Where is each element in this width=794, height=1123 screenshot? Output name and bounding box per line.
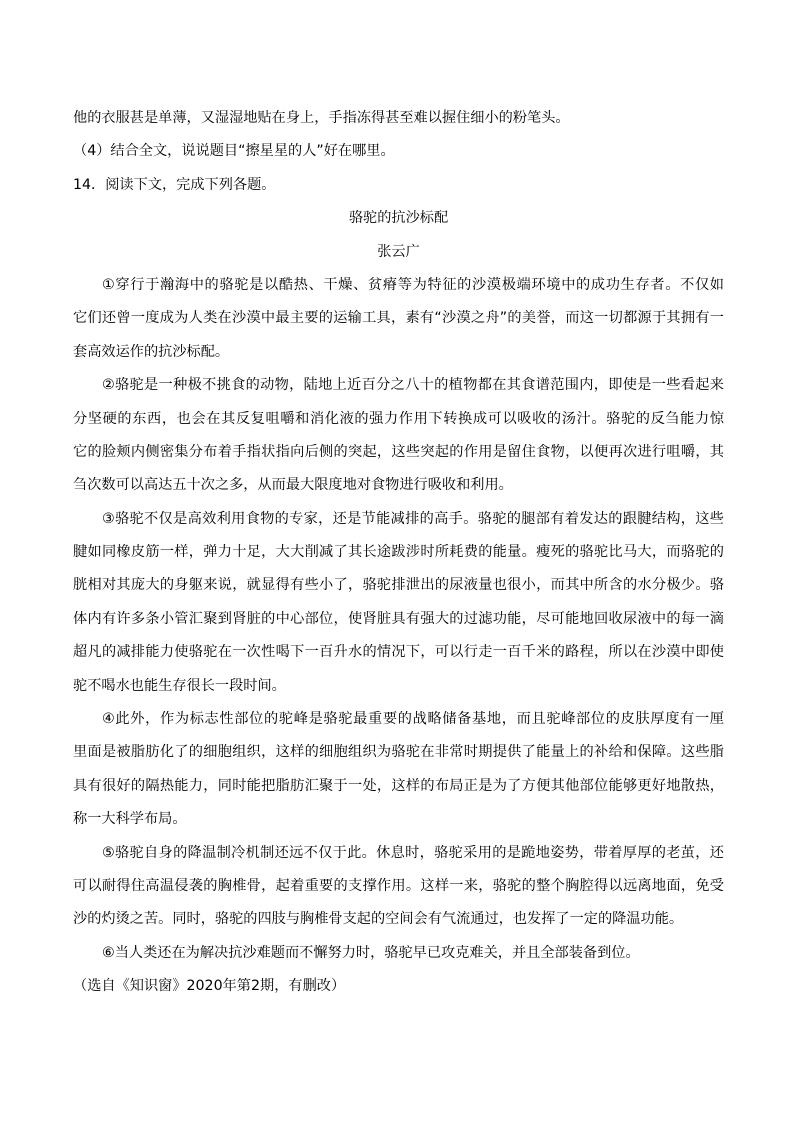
article-paragraph: [73, 703, 724, 837]
paragraph-line: 称一大科学布局。: [73, 811, 187, 828]
paragraph-line: ②骆驼是一种极不挑食的动物，陆地上近百分之八十的植物都在其食谱范围内，即使是一些看起来: [102, 377, 724, 394]
paragraph-line: ④此外，作为标志性部位的驼峰是骆驼最重要的战略储备基地，而且驼峰部位的皮肤厚度有一厘: [102, 711, 724, 728]
article-paragraph: [73, 369, 724, 503]
document-page: [73, 102, 724, 1004]
article-source: （选自《知识窗》2020年第2期，有删改）: [73, 978, 346, 995]
paragraph-line: 它们还曾一度成为人类在沙漠中最主要的运输工具，素有“沙漠之舟”的美誉，而这一切都源于其拥有一: [73, 310, 724, 327]
question-4: （4）结合全文，说说题目“擦星星的人”好在哪里。: [73, 143, 395, 160]
paragraph-line: 可以耐得住高温侵袭的胸椎骨，起着重要的支撑作用。这样一来，骆驼的整个胸腔得以远离地面，免受: [73, 877, 724, 894]
paragraph-line: 胱相对其庞大的身躯来说，就显得有些小了，骆驼排泄出的尿液量也很小，而其中所含的水分极少。骆: [73, 577, 724, 594]
paragraph-line: 刍次数可以高达五十次之多，从而最大限度地对食物进行吸收和利用。: [73, 477, 513, 494]
paragraph-line: ⑤骆驼自身的降温制冷机制还远不仅于此。休息时，骆驼采用的是跪地姿势，带着厚厚的老茧，还: [102, 844, 724, 861]
paragraph-line: 沙的灼烫之苦。同时，骆驼的四肢与胸椎骨支起的空间会有气流通过，也发挥了一定的降温功能。: [73, 911, 684, 928]
previous-text-line: 他的衣服甚是单薄，又湿湿地贴在身上，手指冻得甚至难以握住细小的粉笔头。: [73, 110, 570, 126]
paragraph-line: 超凡的减排能力使骆驼在一次性喝下一百升水的情况下，可以行走一百千米的路程，所以在沙漠中即使: [73, 644, 724, 661]
article-author: 张云广: [377, 243, 420, 260]
paragraph-line: 里面是被脂肪化了的细胞组织，这样的细胞组织为骆驼在非常时期提供了能量上的补给和保障。这些脂: [73, 744, 724, 761]
article-paragraph: [73, 837, 724, 937]
article-title: 骆驼的抗沙标配: [348, 210, 449, 227]
paragraph-line: 体内有许多条小管汇聚到肾脏的中心部位，使肾脏具有强大的过滤功能，尽可能地回收尿液中的每一滴: [73, 610, 724, 627]
paragraph-line: ③骆驼不仅是高效利用食物的专家，还是节能减排的高手。骆驼的腿部有着发达的跟腱结构，这些: [102, 510, 724, 527]
paragraph-line: 它的脸颊内侧密集分布着手指状指向后侧的突起，这些突起的作用是留住食物，以便再次进行咀嚼，其: [73, 443, 724, 460]
paragraph-line: 套高效运作的抗沙标配。: [73, 343, 230, 360]
article-paragraph: [73, 503, 724, 703]
paragraph-line: ⑥当人类还在为解决抗沙难题而不懈努力时，骆驼早已攻克难关，并且全部装备到位。: [102, 944, 640, 961]
paragraph-line: ①穿行于瀚海中的骆驼是以酷热、干燥、贫瘠等为特征的沙漠极端环境中的成功生存者。不仅如: [102, 276, 724, 293]
article-paragraph: [73, 269, 724, 369]
paragraph-line: 具有很好的隔热能力，同时能把脂肪汇聚于一处，这样的布局正是为了方便其他部位能够更好地散热，: [73, 777, 724, 794]
question-14: 14．阅读下文，完成下列各题。: [73, 176, 276, 193]
article-paragraph: [73, 937, 724, 970]
paragraph-line: 腱如同橡皮筋一样，弹力十足，大大削减了其长途跋涉时所耗费的能量。瘦死的骆驼比马大，而骆驼的: [73, 544, 724, 561]
paragraph-line: 驼不喝水也能生存很长一段时间。: [73, 677, 286, 694]
paragraph-line: 分坚硬的东西，也会在其反复咀嚼和消化液的强力作用下转换成可以吸收的汤汁。骆驼的反刍能力惊: [73, 410, 724, 427]
article-body: [73, 269, 724, 970]
